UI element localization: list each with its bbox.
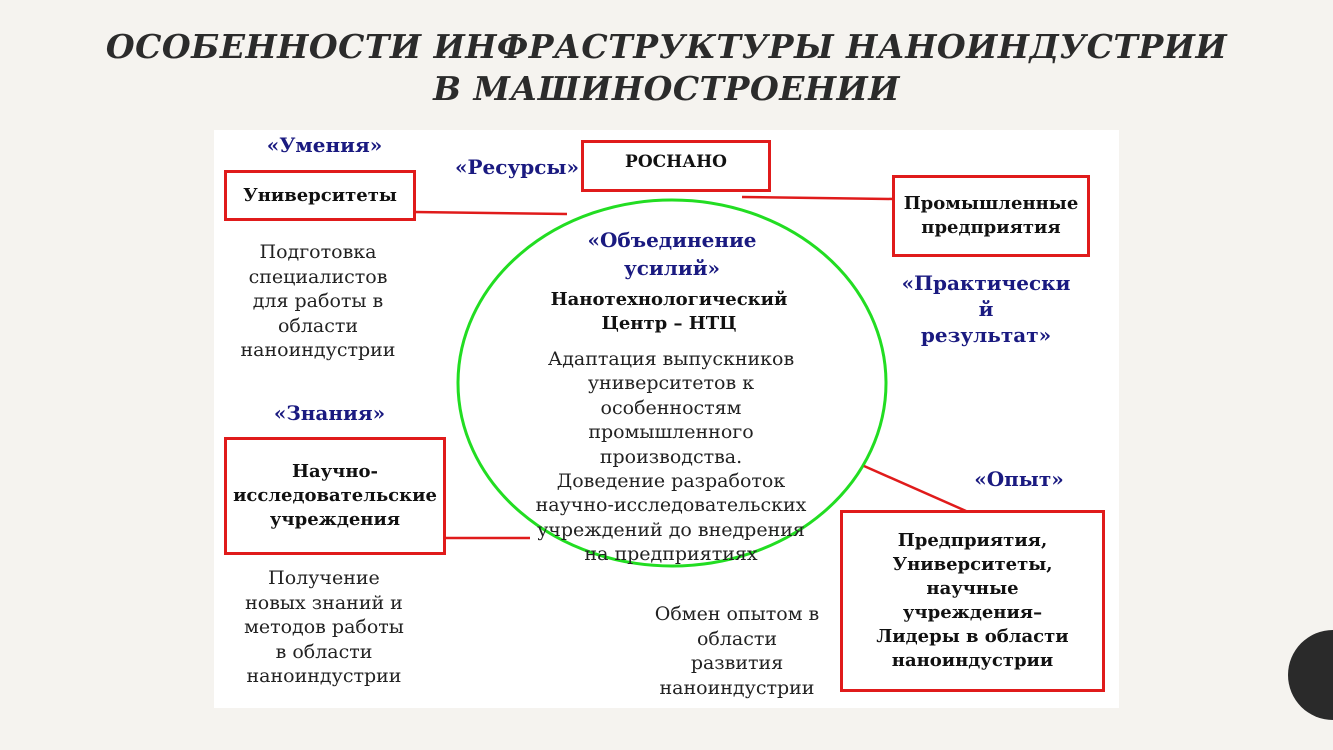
label-union: «Объединение усилий»: [587, 228, 757, 280]
box-leaders: [840, 510, 1105, 692]
box-industrial-label: Промышленные предприятия: [903, 193, 1079, 238]
label-resources: «Ресурсы»: [455, 155, 579, 179]
connector-industrial: [742, 197, 894, 199]
text-exchange: Обмен опытом в области развития наноиндустрии: [654, 603, 820, 699]
connector-leaders: [864, 466, 966, 511]
center-title: Нанотехнологический Центр – НТЦ: [550, 289, 788, 334]
slide-title: [0, 26, 1333, 110]
box-universities: [224, 170, 416, 221]
diagram-panel: [214, 130, 1119, 708]
center-description: Адаптация выпускников университетов к особенностям промышленного производства. Доведение разработок научно-исследовательских учреждений до внедрения на предприятиях: [535, 348, 807, 566]
decorative-circle: [1288, 630, 1333, 720]
box-research: [224, 437, 446, 555]
box-research-label: Научно- исследовательские учреждения: [233, 461, 437, 530]
slide-title-line-1: ОСОБЕННОСТИ ИНФРАСТРУКТУРЫ НАНОИНДУСТРИИ: [105, 27, 1228, 66]
text-training: Подготовка специалистов для работы в области наноиндустрии: [240, 241, 396, 361]
label-experience: «Опыт»: [974, 467, 1064, 491]
box-rosnano: [581, 140, 771, 192]
label-knowledge: «Знания»: [273, 401, 386, 425]
connector-universities: [414, 212, 567, 214]
text-new-knowledge: Получение новых знаний и методов работы в области наноиндустрии: [244, 567, 404, 687]
box-universities-label: Университеты: [243, 184, 397, 206]
label-practical: «Практически й результат»: [901, 271, 1071, 347]
box-rosnano-label: РОСНАНО: [625, 152, 727, 172]
box-leaders-label: Предприятия, Университеты, научные учреждения– Лидеры в области наноиндустрии: [876, 530, 1069, 671]
slide-title-line-2: В МАШИНОСТРОЕНИИ: [433, 69, 900, 108]
label-skills: «Умения»: [266, 133, 383, 157]
box-industrial: [892, 175, 1090, 257]
